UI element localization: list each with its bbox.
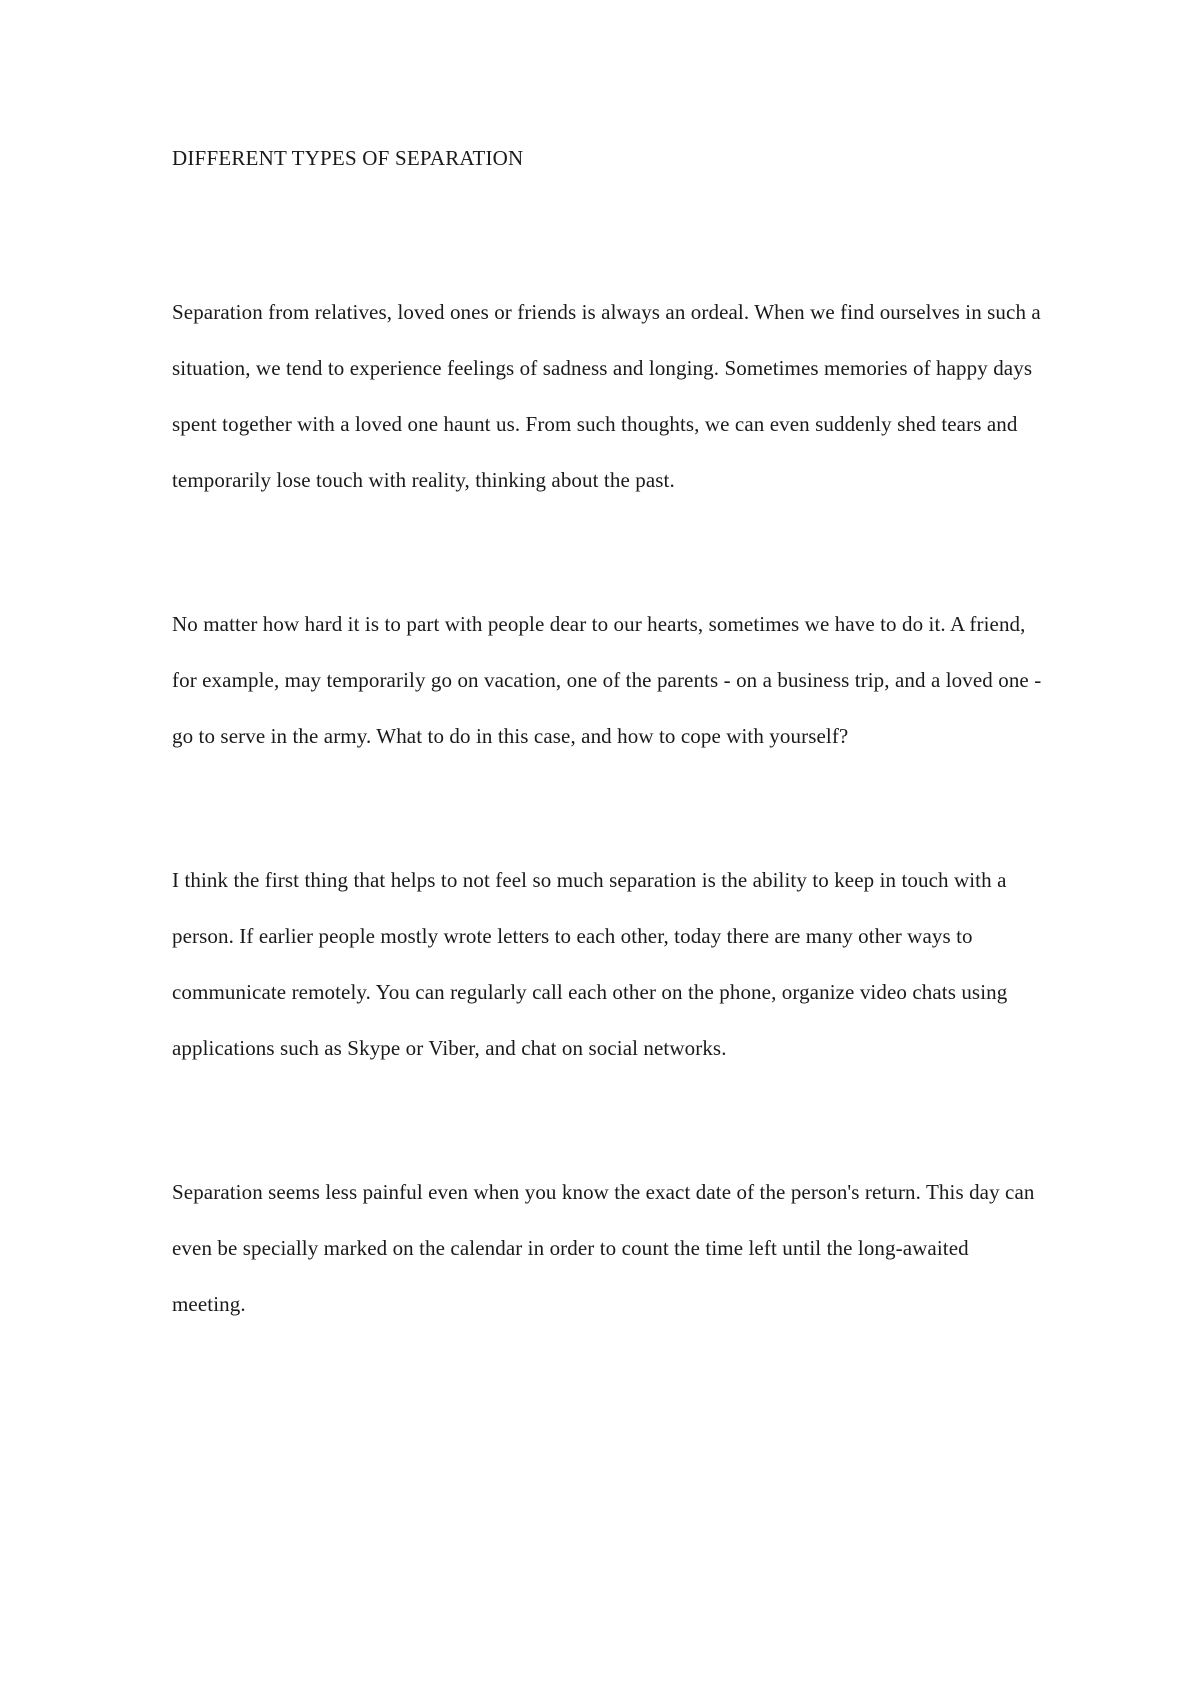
paragraph-4: Separation seems less painful even when you know the exact date of the person's return. This day can even be specially marked on the calendar in order to count the time left until the long-awaited meeting. [172, 1180, 1035, 1316]
paragraph-2: No matter how hard it is to part with people dear to our hearts, sometimes we have to do it. A friend, for example, may temporarily go on vacation, one of the parents - on a business trip, and a loved one - go to serve in the army. What to do in this case, and how to cope with yourself? [172, 612, 1042, 748]
document-title: DIFFERENT TYPES OF SEPARATION [172, 146, 524, 170]
document-body [172, 140, 1042, 1332]
paragraph-1: Separation from relatives, loved ones or friends is always an ordeal. When we find ourselves in such a situation, we tend to experience feelings of sadness and longing. Sometimes memories of happy days spent together with a loved one haunt us. From such thoughts, we can even suddenly shed tears and temporarily lose touch with reality, thinking about the past. [172, 300, 1041, 492]
paragraph-3: I think the first thing that helps to not feel so much separation is the ability to keep in touch with a person. If earlier people mostly wrote letters to each other, today there are many other ways to communicate remotely. You can regularly call each other on the phone, organize video chats using applications such as Skype or Viber, and chat on social networks. [172, 868, 1008, 1060]
